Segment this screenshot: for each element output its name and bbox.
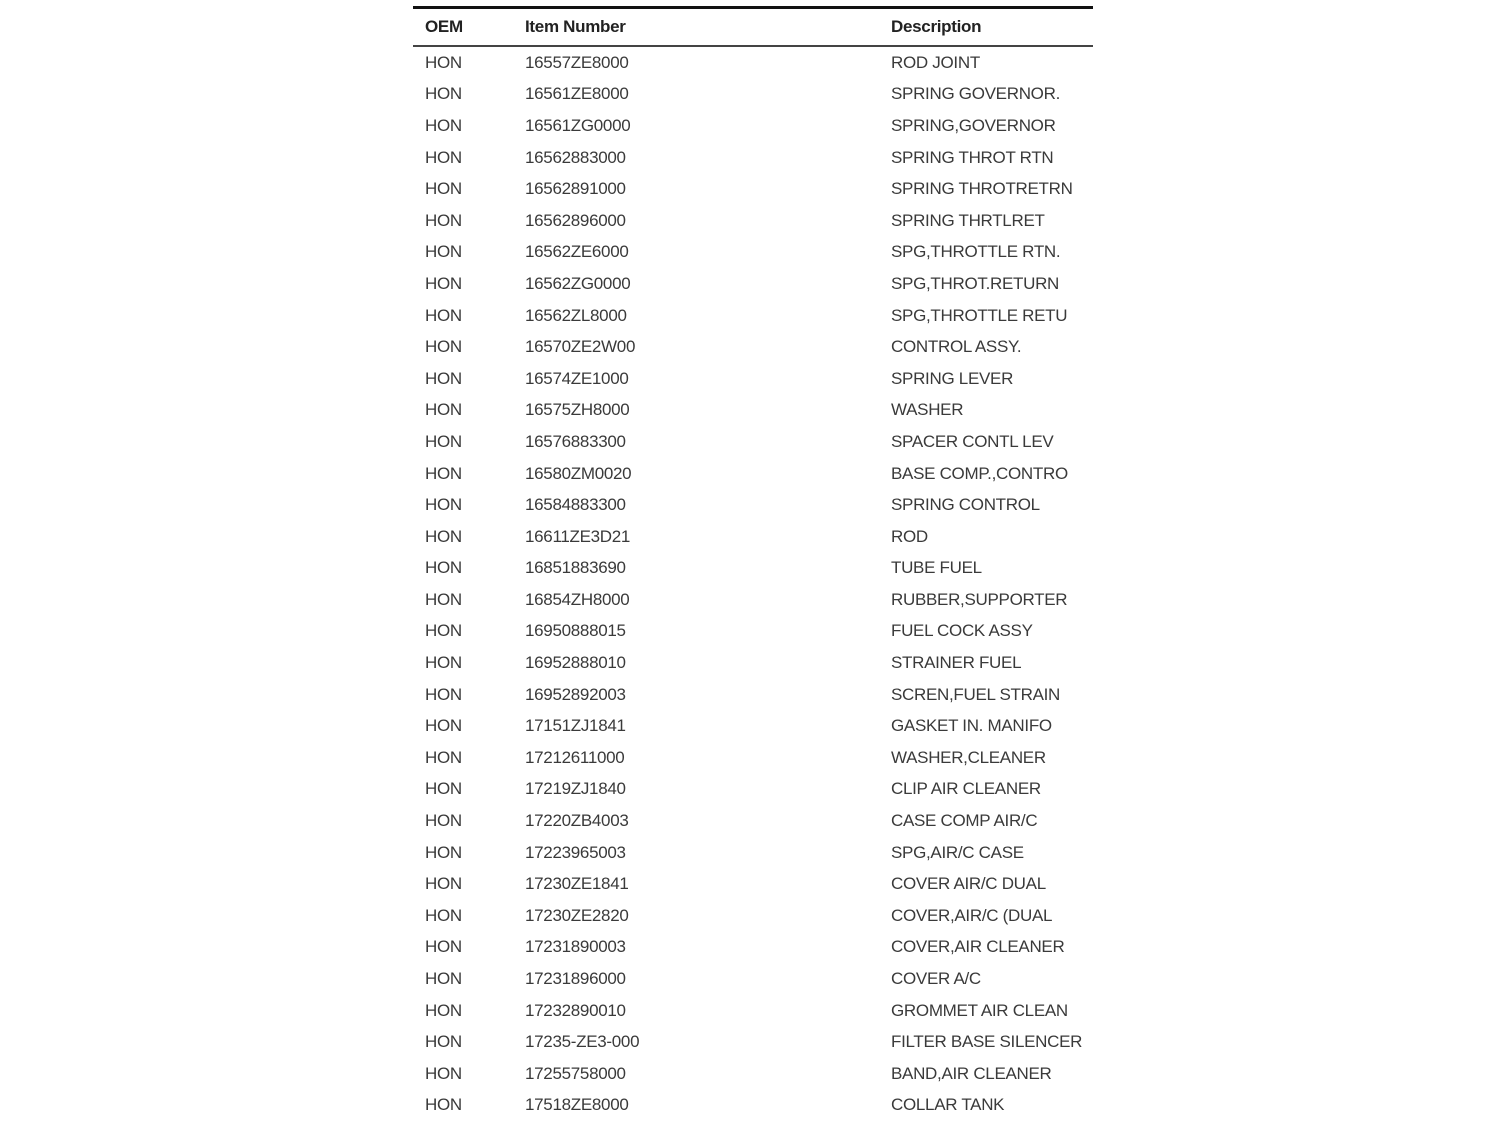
table-row [413,46,1093,79]
cell-oem: HON [425,558,462,578]
table-body [413,46,1093,1121]
cell-description: WASHER,CLEANER [891,747,1046,767]
table-row [413,868,1093,900]
cell-item-number: 16562ZL8000 [525,305,627,325]
cell-oem: HON [425,463,462,483]
cell-item-number: 16562ZG0000 [525,273,631,293]
table-row [413,1058,1093,1090]
cell-description: BASE COMP.,CONTRO [891,463,1068,483]
cell-oem: HON [425,937,462,957]
parts-table [413,6,1093,1121]
cell-oem: HON [425,653,462,673]
cell-oem: HON [425,684,462,704]
table-row [413,521,1093,553]
header-item-number: Item Number [525,8,891,47]
cell-oem: HON [425,431,462,451]
cell-oem: HON [425,273,462,293]
cell-description: TUBE FUEL [891,558,982,578]
table-row [413,426,1093,458]
cell-oem: HON [425,1032,462,1052]
cell-description: ROD JOINT [891,52,980,72]
cell-item-number: 17235-ZE3-000 [525,1032,640,1052]
table-row [413,363,1093,395]
cell-item-number: 16574ZE1000 [525,368,629,388]
cell-oem: HON [425,84,462,104]
cell-item-number: 17151ZJ1841 [525,716,626,736]
cell-oem: HON [425,1095,462,1115]
cell-oem: HON [425,305,462,325]
cell-description: SPRING CONTROL [891,495,1040,515]
table-row [413,458,1093,490]
table-row [413,900,1093,932]
cell-description: COVER A/C [891,969,981,989]
cell-item-number: 17230ZE2820 [525,905,629,925]
cell-description: SCREN,FUEL STRAIN [891,684,1061,704]
cell-item-number: 17219ZJ1840 [525,779,626,799]
cell-description: BAND,AIR CLEANER [891,1063,1052,1083]
cell-item-number: 17230ZE1841 [525,874,629,894]
cell-item-number: 16570ZE2W00 [525,337,636,357]
table-row [413,1026,1093,1058]
cell-oem: HON [425,779,462,799]
cell-oem: HON [425,52,462,72]
table-row [413,173,1093,205]
cell-description: STRAINER FUEL [891,653,1022,673]
cell-oem: HON [425,495,462,515]
table-row [413,110,1093,142]
cell-oem: HON [425,210,462,230]
cell-oem: HON [425,526,462,546]
cell-description: SPRING THROTRETRN [891,179,1073,199]
table-row [413,489,1093,521]
cell-item-number: 16561ZG0000 [525,115,631,135]
cell-description: CLIP AIR CLEANER [891,779,1041,799]
table-row [413,963,1093,995]
table-row [413,742,1093,774]
cell-description: COVER,AIR CLEANER [891,937,1065,957]
cell-oem: HON [425,621,462,641]
cell-description: GASKET IN. MANIFO [891,716,1052,736]
cell-item-number: 17231896000 [525,969,626,989]
cell-item-number: 16561ZE8000 [525,84,629,104]
cell-description: SPRING THRTLRET [891,210,1045,230]
cell-oem: HON [425,874,462,894]
table-row [413,932,1093,964]
cell-item-number: 16584883300 [525,495,626,515]
cell-description: CONTROL ASSY. [891,337,1022,357]
cell-oem: HON [425,969,462,989]
header-oem: OEM [413,8,525,47]
table-row [413,616,1093,648]
cell-description: ROD [891,526,928,546]
cell-item-number: 16952888010 [525,653,626,673]
cell-oem: HON [425,747,462,767]
cell-description: WASHER [891,400,964,420]
cell-item-number: 16950888015 [525,621,626,641]
table-row [413,237,1093,269]
table-row [413,584,1093,616]
table-row [413,142,1093,174]
cell-item-number: 16576883300 [525,431,626,451]
cell-item-number: 17223965003 [525,842,626,862]
cell-oem: HON [425,1063,462,1083]
table-row [413,79,1093,111]
cell-item-number: 16851883690 [525,558,626,578]
cell-description: SPACER CONTL LEV [891,431,1054,451]
cell-oem: HON [425,1000,462,1020]
table-row [413,805,1093,837]
cell-description: FUEL COCK ASSY [891,621,1033,641]
cell-oem: HON [425,337,462,357]
cell-description: COVER,AIR/C (DUAL [891,905,1053,925]
table-row [413,995,1093,1027]
cell-description: CASE COMP AIR/C [891,811,1038,831]
cell-description: GROMMET AIR CLEAN [891,1000,1068,1020]
cell-oem: HON [425,842,462,862]
cell-description: SPRING THROT RTN [891,147,1054,167]
cell-oem: HON [425,400,462,420]
cell-oem: HON [425,242,462,262]
cell-item-number: 16557ZE8000 [525,52,629,72]
cell-item-number: 17518ZE8000 [525,1095,629,1115]
cell-oem: HON [425,811,462,831]
cell-item-number: 16562891000 [525,179,626,199]
cell-item-number: 16611ZE3D21 [525,526,631,546]
cell-item-number: 16952892003 [525,684,626,704]
cell-description: SPG,THROTTLE RTN. [891,242,1061,262]
cell-oem: HON [425,368,462,388]
cell-description: SPG,THROTTLE RETU [891,305,1068,325]
cell-item-number: 16575ZH8000 [525,400,630,420]
cell-item-number: 17231890003 [525,937,626,957]
cell-description: RUBBER,SUPPORTER [891,589,1068,609]
cell-description: SPRING LEVER [891,368,1014,388]
cell-description: SPRING GOVERNOR. [891,84,1061,104]
table-row [413,1090,1093,1122]
cell-item-number: 16562896000 [525,210,626,230]
cell-item-number: 16562883000 [525,147,626,167]
cell-item-number: 17212611000 [525,747,625,767]
table-row [413,395,1093,427]
table-row [413,710,1093,742]
cell-item-number: 17220ZB4003 [525,811,629,831]
table-row [413,679,1093,711]
cell-description: COLLAR TANK [891,1095,1005,1115]
header-description: Description [891,8,1093,47]
cell-item-number: 17255758000 [525,1063,626,1083]
cell-description: SPG,AIR/C CASE [891,842,1024,862]
cell-oem: HON [425,589,462,609]
cell-oem: HON [425,716,462,736]
cell-item-number: 16562ZE6000 [525,242,629,262]
cell-description: SPRING,GOVERNOR [891,115,1056,135]
table-header-row [413,8,1093,47]
table-row [413,205,1093,237]
table-row [413,300,1093,332]
cell-item-number: 16580ZM0020 [525,463,632,483]
table-row [413,837,1093,869]
cell-oem: HON [425,179,462,199]
cell-description: COVER AIR/C DUAL [891,874,1046,894]
table-row [413,268,1093,300]
table-row [413,553,1093,585]
cell-item-number: 16854ZH8000 [525,589,630,609]
cell-oem: HON [425,115,462,135]
cell-description: FILTER BASE SILENCER [891,1032,1083,1052]
cell-description: SPG,THROT.RETURN [891,273,1060,293]
cell-oem: HON [425,147,462,167]
table-row [413,774,1093,806]
table-row [413,647,1093,679]
cell-oem: HON [425,905,462,925]
table-row [413,331,1093,363]
cell-item-number: 17232890010 [525,1000,626,1020]
